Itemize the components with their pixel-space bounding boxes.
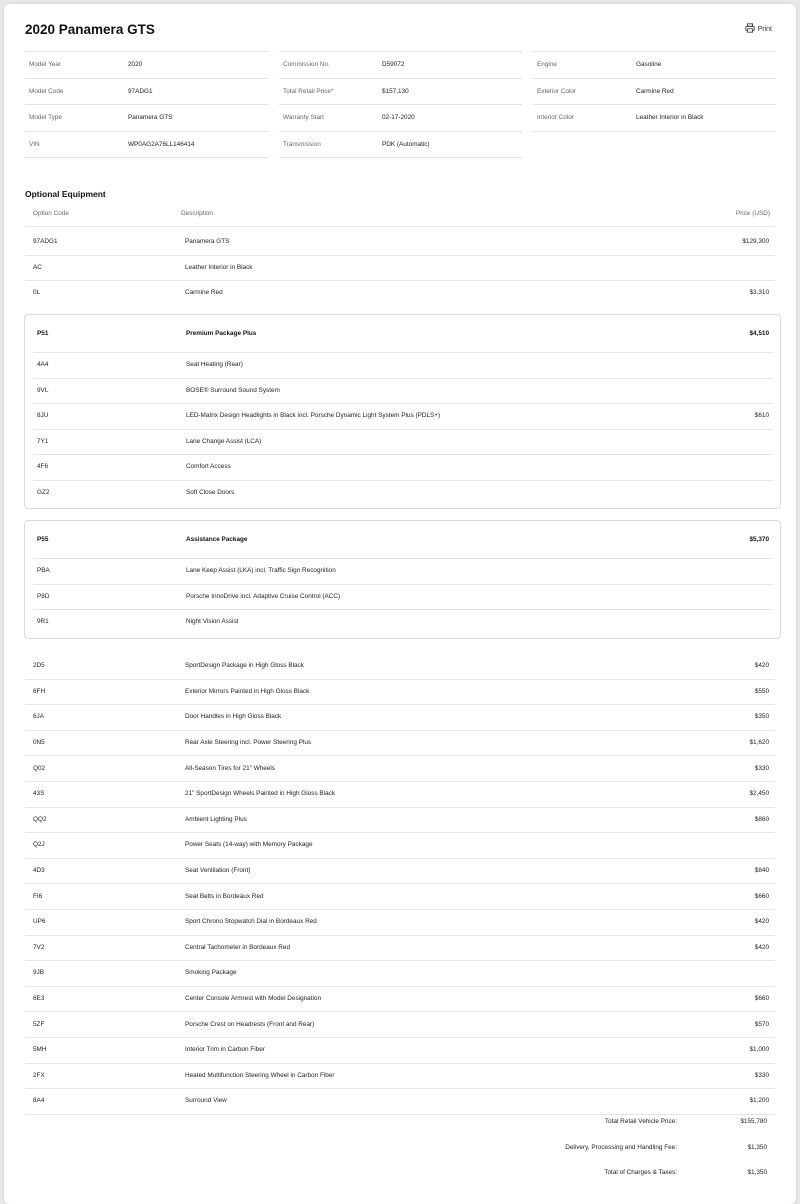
total-value: $155,780	[740, 1118, 767, 1125]
spec-value: D59072	[382, 61, 405, 69]
option-code: 9R1	[37, 618, 49, 626]
spec-row	[533, 51, 776, 78]
spec-label: Commission No.	[283, 61, 330, 69]
option-code: 6E3	[33, 995, 45, 1003]
spec-row	[279, 51, 522, 78]
table-row	[25, 1011, 775, 1037]
row-divider	[25, 226, 775, 227]
package-item-row	[25, 454, 780, 480]
option-price: $660	[754, 995, 769, 1003]
option-code: 4A4	[37, 361, 49, 369]
option-code: 9VL	[37, 386, 49, 394]
table-row	[25, 280, 775, 306]
package-header	[25, 315, 780, 352]
package-name: Assistance Package	[186, 536, 248, 543]
table-row	[25, 730, 775, 756]
table-row	[25, 1063, 775, 1089]
spec-column	[25, 51, 268, 158]
total-label: Delivery, Processing and Handling Fee:	[565, 1144, 677, 1151]
option-code: 6FH	[33, 687, 46, 695]
option-description: Panamera GTS	[185, 238, 230, 246]
option-price: $1,200	[749, 1097, 769, 1105]
spec-value: Panamera GTS	[128, 114, 173, 122]
spec-row	[279, 78, 522, 105]
option-code: 43S	[33, 790, 45, 798]
total-value: $1,350	[747, 1144, 767, 1151]
table-row	[25, 807, 775, 833]
spec-value: WP0AG2A76LL146414	[128, 140, 195, 148]
spec-value: PDK (Automatic)	[382, 140, 430, 148]
option-price: $1,620	[749, 739, 769, 747]
header-price: Price (USD)	[735, 210, 770, 217]
spec-column	[279, 51, 522, 158]
option-code: 2D5	[33, 662, 45, 670]
option-description: Center Console Armrest with Model Designation	[185, 995, 322, 1003]
package-item-row	[25, 584, 780, 610]
option-code: 97ADG1	[33, 238, 58, 246]
option-description: Seat Belts in Bordeaux Red	[185, 892, 264, 900]
spec-value: $157,130	[382, 87, 409, 95]
spec-value: 02-17-2020	[382, 114, 415, 122]
table-row	[25, 883, 775, 909]
option-description: Heated Multifunction Steering Wheel in Carbon Fiber	[185, 1071, 335, 1079]
spec-label: Exterior Color	[537, 87, 577, 95]
option-description: Leather Interior in Black	[185, 263, 253, 271]
option-description: BOSE® Surround Sound System	[186, 386, 280, 394]
option-description: All-Season Tires for 21" Wheels	[185, 764, 275, 772]
option-description: Central Tachometer in Bordeaux Red	[185, 943, 291, 951]
table-row	[25, 229, 775, 255]
table-row	[25, 935, 775, 961]
option-code: 7Y1	[37, 437, 49, 445]
option-price: $420	[754, 943, 769, 951]
package-header	[25, 521, 780, 558]
option-description: Power Seats (14-way) with Memory Package	[185, 841, 313, 849]
package-code: P51	[37, 330, 49, 337]
spec-label: VIN	[29, 140, 40, 148]
option-description: Porsche InnoDrive incl. Adaptive Cruise Control (ACC)	[186, 592, 341, 600]
spec-value: Leather Interior in Black	[636, 114, 704, 122]
table-row	[25, 255, 775, 281]
option-code: AC	[33, 263, 42, 271]
package-item-row	[25, 429, 780, 455]
package-group	[24, 520, 781, 639]
option-code: 8A4	[33, 1097, 45, 1105]
package-price: $5,370	[749, 536, 769, 543]
spec-label: Model Year	[29, 61, 61, 69]
option-code: 9JB	[33, 969, 45, 977]
spec-row	[25, 131, 268, 159]
spec-row	[533, 104, 776, 132]
option-description: Soft Close Doors	[186, 488, 235, 496]
option-code: 2FX	[33, 1071, 45, 1079]
option-code: Q2J	[33, 841, 45, 849]
option-description: SportDesign Package in High Gloss Black	[185, 662, 304, 670]
package-item-row	[25, 480, 780, 506]
option-description: 21" SportDesign Wheels Painted in High Gloss Black	[185, 790, 336, 798]
option-price: $330	[754, 764, 769, 772]
option-description: Night Vision Assist	[186, 618, 239, 626]
total-value: $1,350	[747, 1169, 767, 1176]
row-divider	[25, 1114, 775, 1115]
total-row	[367, 1144, 767, 1158]
print-button[interactable]	[745, 23, 772, 35]
option-description: Lane Keep Assist (LKA) incl. Traffic Sign Recognition	[186, 567, 336, 575]
option-code: GZ2	[37, 488, 50, 496]
table-row	[25, 960, 775, 986]
option-description: Seat Ventilation (Front)	[185, 867, 251, 875]
option-price: $129,300	[742, 238, 769, 246]
option-code: 6JA	[33, 713, 45, 721]
spec-row	[279, 104, 522, 131]
option-code: 0N5	[33, 739, 45, 747]
table-row	[25, 1088, 775, 1114]
option-description: LED-Matrix Design Headlights in Black incl. Porsche Dynamic Light System Plus (PDLS+)	[186, 412, 441, 420]
table-row	[25, 781, 775, 807]
option-price: $330	[754, 1071, 769, 1079]
table-row	[25, 679, 775, 705]
option-code: 7V2	[33, 943, 45, 951]
spec-label: Model Code	[29, 87, 64, 95]
package-item-row	[25, 378, 780, 404]
total-row	[367, 1118, 767, 1132]
spec-value: 97ADG1	[128, 87, 153, 95]
option-code: 8JU	[37, 412, 49, 420]
option-code: PBA	[37, 567, 50, 575]
total-label: Total of Charges & Taxes:	[604, 1169, 677, 1176]
package-price: $4,510	[749, 330, 769, 337]
spec-row	[25, 78, 268, 105]
spec-value: Gasoline	[636, 61, 662, 69]
option-description: Carmine Red	[185, 289, 223, 297]
option-price: $350	[754, 713, 769, 721]
spec-row	[25, 51, 268, 78]
option-code: P8D	[37, 592, 50, 600]
table-row	[25, 832, 775, 858]
option-code: FI6	[33, 892, 43, 900]
option-description: Sport Chrono Stopwatch Dial in Bordeaux Red	[185, 918, 317, 926]
option-code: 4D3	[33, 867, 45, 875]
package-item-row	[25, 352, 780, 378]
option-code: QQ2	[33, 815, 47, 823]
package-item-row	[25, 558, 780, 584]
total-row	[367, 1169, 767, 1183]
package-name: Premium Package Plus	[186, 330, 257, 337]
printer-icon	[745, 23, 755, 35]
option-description: Surround View	[185, 1097, 227, 1105]
table-row	[25, 755, 775, 781]
package-item-row	[25, 403, 780, 429]
table-row	[25, 858, 775, 884]
spec-value: 2020	[128, 61, 143, 69]
header-description: Description	[181, 210, 213, 217]
table-row	[25, 909, 775, 935]
option-price: $3,310	[749, 289, 769, 297]
option-description: Porsche Crest on Headrests (Front and Rear)	[185, 1020, 315, 1028]
option-price: $570	[754, 1020, 769, 1028]
option-description: Ambient Lighting Plus	[185, 815, 247, 823]
option-description: Rear Axle Steering incl. Power Steering Plus	[185, 739, 312, 747]
option-description: Interior Trim in Carbon Fiber	[185, 1046, 265, 1054]
option-code: 5ZF	[33, 1020, 45, 1028]
total-label: Total Retail Vehicle Price:	[604, 1118, 677, 1125]
option-price: $420	[754, 662, 769, 670]
option-description: Seat Heating (Rear)	[186, 361, 243, 369]
table-row	[25, 986, 775, 1012]
spec-label: Transmission	[283, 140, 321, 148]
option-price: $860	[754, 815, 769, 823]
spec-row	[25, 104, 268, 131]
optional-equipment-title: Optional Equipment	[25, 189, 106, 199]
spec-label: Total Retail Price*	[283, 87, 334, 95]
table-row	[25, 704, 775, 730]
package-code: P55	[37, 536, 49, 543]
option-price: $1,000	[749, 1046, 769, 1054]
option-price: $840	[754, 867, 769, 875]
page-title: 2020 Panamera GTS	[25, 22, 155, 37]
option-code: UP6	[33, 918, 46, 926]
spec-label: Engine	[537, 61, 557, 69]
spec-row	[533, 78, 776, 105]
table-row	[25, 653, 775, 679]
option-price: $2,450	[749, 790, 769, 798]
spec-label: Interior Color	[537, 114, 574, 122]
option-price: $420	[754, 918, 769, 926]
print-label: Print	[757, 25, 772, 33]
option-description: Lane Change Assist (LCA)	[186, 437, 262, 445]
package-item-row	[25, 609, 780, 635]
vehicle-details-card	[4, 4, 796, 1204]
option-description: Exterior Mirrors Painted in High Gloss Black	[185, 687, 310, 695]
package-group	[24, 314, 781, 509]
option-price: $660	[754, 892, 769, 900]
option-price: $610	[754, 412, 769, 420]
header-option-code: Option Code	[33, 210, 69, 217]
option-price: $550	[754, 687, 769, 695]
option-description: Door Handles in High Gloss Black	[185, 713, 282, 721]
table-row	[25, 1037, 775, 1063]
spec-value: Carmine Red	[636, 87, 674, 95]
spec-column	[533, 51, 776, 132]
option-code: 5MH	[33, 1046, 47, 1054]
spec-label: Model Type	[29, 114, 62, 122]
option-description: Comfort Access	[186, 463, 231, 471]
spec-label: Warranty Start	[283, 114, 324, 122]
option-description: Smoking Package	[185, 969, 237, 977]
spec-row	[279, 131, 522, 159]
option-code: 0L	[33, 289, 41, 297]
option-code: 4F6	[37, 463, 49, 471]
option-code: Q02	[33, 764, 46, 772]
